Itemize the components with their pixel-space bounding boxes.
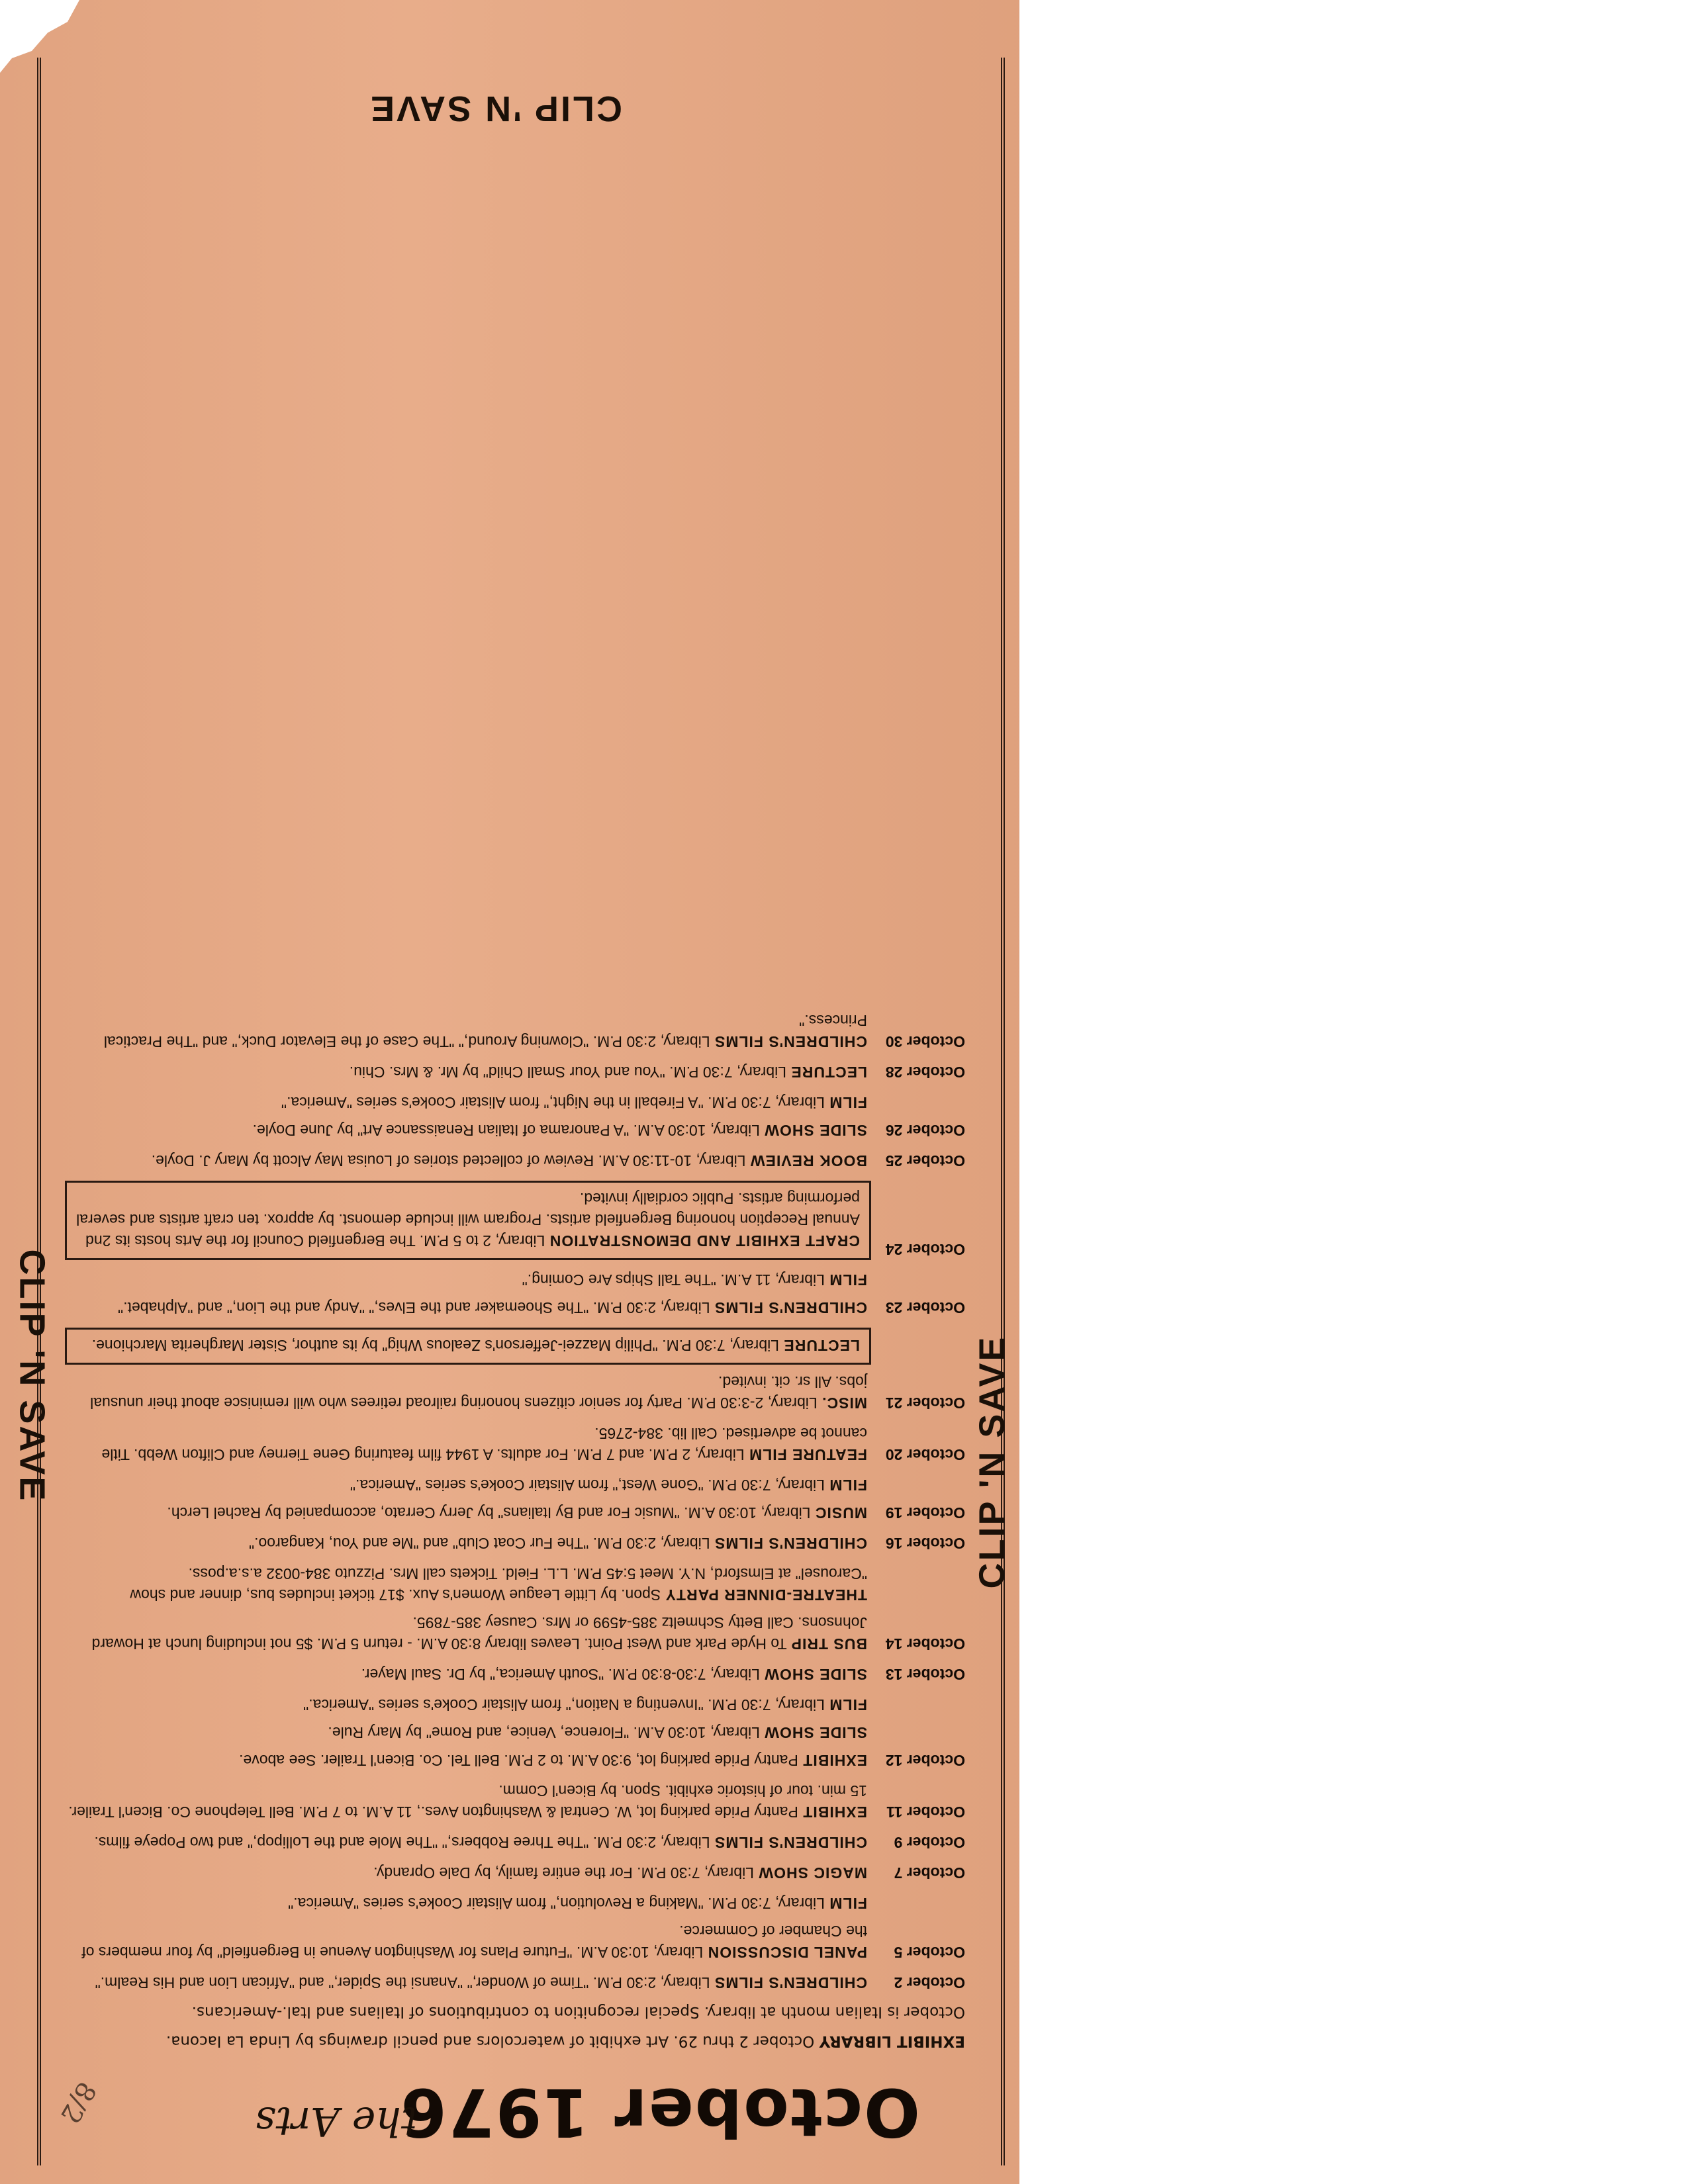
event-items: [65, 1150, 867, 1171]
event-items: [65, 1780, 867, 1823]
event-type: CRAFT EXHIBIT AND DEMONSTRATION: [549, 1232, 860, 1250]
event-description: Library, 7:30 P.M. "Philip Mazzei-Jefferson's Zealous Whig" by its author, Sister Margherita Marchione.: [91, 1337, 779, 1354]
event-type: FEATURE FILM: [749, 1446, 867, 1463]
event-description: Library, 7:30 P.M. "Making a Revolution," from Alistair Cooke's series "America.": [288, 1895, 825, 1912]
event-description: Library, 7:30 P.M. "Inventing a Nation," from Alistair Cooke's series "America.": [303, 1696, 825, 1713]
clip-n-save-footer: CLIP 'N SAVE: [369, 89, 622, 128]
event-type: FILM: [829, 1094, 867, 1111]
event-entry: [65, 1972, 965, 1993]
event-entry: [65, 1010, 965, 1052]
event-type: SLIDE SHOW: [764, 1122, 867, 1139]
event-description: Pantry Pride parking lot, 9:30 A.M. to 2 P.M. Bell Tel. Co. Bicen'l Trailer. See above.: [239, 1752, 798, 1769]
event-type: SLIDE SHOW: [764, 1666, 867, 1683]
boxed-event-item: [65, 1181, 871, 1260]
event-items: [65, 1010, 867, 1052]
event-date: October 9: [894, 1834, 965, 1851]
event-date: October 25: [885, 1152, 965, 1169]
event-type: CHILDREN'S FILMS: [714, 1535, 867, 1552]
event-type: EXHIBIT: [802, 1752, 867, 1769]
event-type: FILM: [829, 1696, 867, 1713]
event-item: [65, 1423, 867, 1465]
event-item: [65, 1563, 867, 1606]
event-item: [65, 1750, 867, 1771]
event-item: [65, 1694, 867, 1715]
event-entry: [65, 1563, 965, 1655]
event-description: Library, 7:30 P.M. "A Fireball in the Night," from Alistair Cooke's series "America.": [281, 1094, 825, 1111]
event-item: [65, 1062, 867, 1083]
event-description: Spon. by Little League Women's Aux. $17 ticket includes bus, dinner and show "Carousel" at Elmsford, N.Y. Meet 5:45 P.M. L.L. Field. Tickets call Mrs. Pizzuto 384-0032 a.s.a.poss.: [130, 1565, 867, 1604]
event-description: Library, 2:30 P.M. "The Three Robbers," "The Mole and the Lollipop," and two Popeye films.: [94, 1834, 710, 1851]
event-items: [65, 1181, 867, 1260]
event-description: Library, 10:30 A.M. "Music For and By Italians" by Jerry Cerrato, accompanied by Rachel Lerch.: [167, 1504, 811, 1522]
event-type: FILM: [829, 1477, 867, 1494]
event-type: LECTURE: [783, 1337, 860, 1354]
event-entry: [65, 1862, 965, 1884]
event-items: [65, 1533, 867, 1554]
clip-n-save-left: CLIP 'N SAVE: [972, 1335, 1012, 1589]
event-item: [65, 1502, 867, 1524]
event-items: [65, 1269, 867, 1318]
event-entry: [65, 1893, 965, 1963]
event-items: [65, 1328, 867, 1414]
event-description: Library, 10:30 A.M. "Future Plans for Washington Avenue in Bergenfield" by four members of the Chamber of Commerce.: [81, 1923, 867, 1961]
event-description: Library, 2:30 P.M. "The Fur Coat Club" and "Me and You, Kangaroo.": [248, 1535, 710, 1552]
event-description: Library, 2:30 P.M. "Time of Wonder," "Anansi the Spider," and "African Lion and His Realm.": [95, 1974, 710, 1991]
event-type: PANEL DISCUSSION: [707, 1944, 867, 1961]
event-item: [65, 1533, 867, 1554]
clip-n-save-right: CLIP 'N SAVE: [12, 1249, 52, 1503]
event-entry: [65, 1269, 965, 1318]
event-date: October 26: [885, 1122, 965, 1139]
event-item: [65, 1972, 867, 1993]
event-items: [65, 1694, 867, 1771]
event-items: [65, 1475, 867, 1524]
event-type: FILM: [829, 1271, 867, 1289]
exhibit-note: [65, 2030, 965, 2052]
event-item: [65, 1832, 867, 1853]
event-date: October 24: [885, 1241, 965, 1258]
event-date: October 21: [885, 1394, 965, 1412]
event-date: October 20: [885, 1446, 965, 1463]
event-date: October 23: [885, 1299, 965, 1316]
event-item: [65, 1371, 867, 1414]
event-entry: [65, 1181, 965, 1260]
event-date: October 5: [894, 1944, 965, 1961]
event-entry: [65, 1328, 965, 1414]
event-description: Library, 2:30 P.M. "Clowning Around," "The Case of the Elevator Duck," and "The Practical Princess.": [103, 1012, 867, 1050]
event-items: [65, 1893, 867, 1963]
boxed-event-item: [65, 1328, 871, 1365]
event-entry: [65, 1423, 965, 1465]
series-logo: the Arts: [255, 2098, 417, 2144]
exhibit-body: October 2 thru 29. Art exhibit of watercolors and pencil drawings by Linda La Iacona.: [165, 2032, 815, 2050]
event-item: [65, 1722, 867, 1743]
event-item: [65, 1092, 867, 1113]
event-items: [65, 1832, 867, 1853]
event-type: BOOK REVIEW: [749, 1152, 867, 1169]
event-items: [65, 1423, 867, 1465]
event-item: [65, 1475, 867, 1496]
event-entry: [65, 1062, 965, 1083]
exhibit-heading: EXHIBIT LIBRARY: [819, 2032, 965, 2050]
event-type: CHILDREN'S FILMS: [714, 1299, 867, 1316]
event-description: To Hyde Park and West Point. Leaves library 8:30 A.M. - return 5 P.M. $5 not including lunch at Howard Johnsons. Call Betty Schmeltz 385-4599 or Mrs. Causey 385-7895.: [91, 1614, 867, 1653]
event-description: Library, 7:30 P.M. "Gone West," from Alistair Cooke's series "America.": [350, 1477, 825, 1494]
event-entry: [65, 1092, 965, 1141]
event-date: October 30: [885, 1033, 965, 1050]
event-date: October 14: [885, 1635, 965, 1653]
event-description: Library, 11 A.M. "The Tall Ships Are Coming.": [522, 1271, 825, 1289]
event-item: [65, 1269, 867, 1291]
event-item: [65, 1664, 867, 1685]
handwritten-page-mark: 8/2: [54, 2076, 102, 2129]
event-type: MUSIC: [814, 1504, 867, 1522]
event-items: [65, 1664, 867, 1685]
event-description: Library, 10:30 A.M. "A Panorama of Italian Renaissance Art" by June Doyle.: [252, 1122, 760, 1139]
event-date: October 19: [885, 1504, 965, 1522]
event-item: [65, 1921, 867, 1963]
event-type: CHILDREN'S FILMS: [714, 1974, 867, 1991]
event-items: [65, 1862, 867, 1884]
event-items: [65, 1563, 867, 1655]
event-date: October 7: [894, 1864, 965, 1882]
event-item: [65, 1010, 867, 1052]
event-type: MISC.: [821, 1394, 867, 1412]
event-entry: [65, 1475, 965, 1524]
event-date: October 2: [894, 1974, 965, 1991]
event-description: Library, 7:30-8:30 P.M. "South America," by Dr. Saul Mayer.: [361, 1666, 760, 1683]
event-date: October 13: [885, 1666, 965, 1683]
event-item: [65, 1120, 867, 1141]
event-date: October 11: [886, 1803, 965, 1821]
event-date: October 28: [885, 1064, 965, 1081]
event-description: Library, 7:30 P.M. For the entire family, by Dale Oprandy.: [373, 1864, 754, 1882]
event-items: [65, 1092, 867, 1141]
event-description: Library, 2-3:30 P.M. Party for senior citizens honoring railroad retirees who will reminisce about their unusual jobs. All sr. cit. invited.: [90, 1373, 867, 1412]
event-item: [65, 1893, 867, 1914]
event-description: Pantry Pride parking lot, W. Central & Washington Aves., 11 A.M. to 7 P.M. Bell Telephone Co. Bicen'l Trailer. 15 min. tour of historic exhibit. Spon. by Bicen'l Comm.: [68, 1782, 867, 1821]
event-entry: [65, 1664, 965, 1685]
event-type: SLIDE SHOW: [764, 1724, 867, 1741]
event-date: October 12: [885, 1752, 965, 1769]
event-type: MAGIC SHOW: [758, 1864, 867, 1882]
page-title: October 1976: [399, 2073, 920, 2151]
event-item: [65, 1297, 867, 1318]
event-description: Library, 10-11:30 A.M. Review of collected stories of Louisa May Alcott by Mary J. Doyle.: [151, 1152, 746, 1169]
event-items: [65, 1972, 867, 1993]
event-description: Library, 10:30 A.M. "Florence, Venice, and Rome" by Mary Rule.: [328, 1724, 760, 1741]
event-items: [65, 1062, 867, 1083]
event-type: BUS TRIP: [790, 1635, 867, 1653]
event-description: Library, 2:30 P.M. "The Shoemaker and the Elves," "Andy and the Lion," and "Alphabet.": [118, 1299, 710, 1316]
events-list: [65, 1010, 965, 1993]
event-item: [65, 1150, 867, 1171]
event-entry: [65, 1832, 965, 1853]
event-type: EXHIBIT: [802, 1803, 867, 1821]
event-description: Library, 7:30 P.M. "You and Your Small Child" by Mr. & Mrs. Chiu.: [349, 1064, 786, 1081]
event-description: Library, 2 P.M. and 7 P.M. For adults. A 1944 film featuring Gene Tierney and Clifton Webb. Title cannot be advertised. Call lib. 384-2765.: [101, 1425, 867, 1463]
event-entry: [65, 1694, 965, 1771]
event-item: [65, 1862, 867, 1884]
event-listing: [65, 1001, 965, 2052]
event-entry: [65, 1533, 965, 1554]
italian-month-note: October is Italian month at library. Special recognition to contributions of Italians and Ital.-Americans.: [191, 2003, 965, 2021]
event-description: Library, 2 to 5 P.M. The Bergenfield Council for the Arts hosts its 2nd Annual Reception honoring Bergenfield artists. Program will include demonst. by approx. ten craft artists and several performing artists. Public cordially invited.: [76, 1190, 860, 1250]
event-type: THEATRE-DINNER PARTY: [665, 1586, 867, 1604]
event-entry: [65, 1150, 965, 1171]
event-type: LECTURE: [790, 1064, 867, 1081]
event-item: [65, 1612, 867, 1655]
event-type: CHILDREN'S FILMS: [714, 1834, 867, 1851]
event-type: CHILDREN'S FILMS: [714, 1033, 867, 1050]
event-entry: [65, 1780, 965, 1823]
event-item: [65, 1780, 867, 1823]
event-date: October 16: [885, 1535, 965, 1552]
event-type: FILM: [829, 1895, 867, 1912]
